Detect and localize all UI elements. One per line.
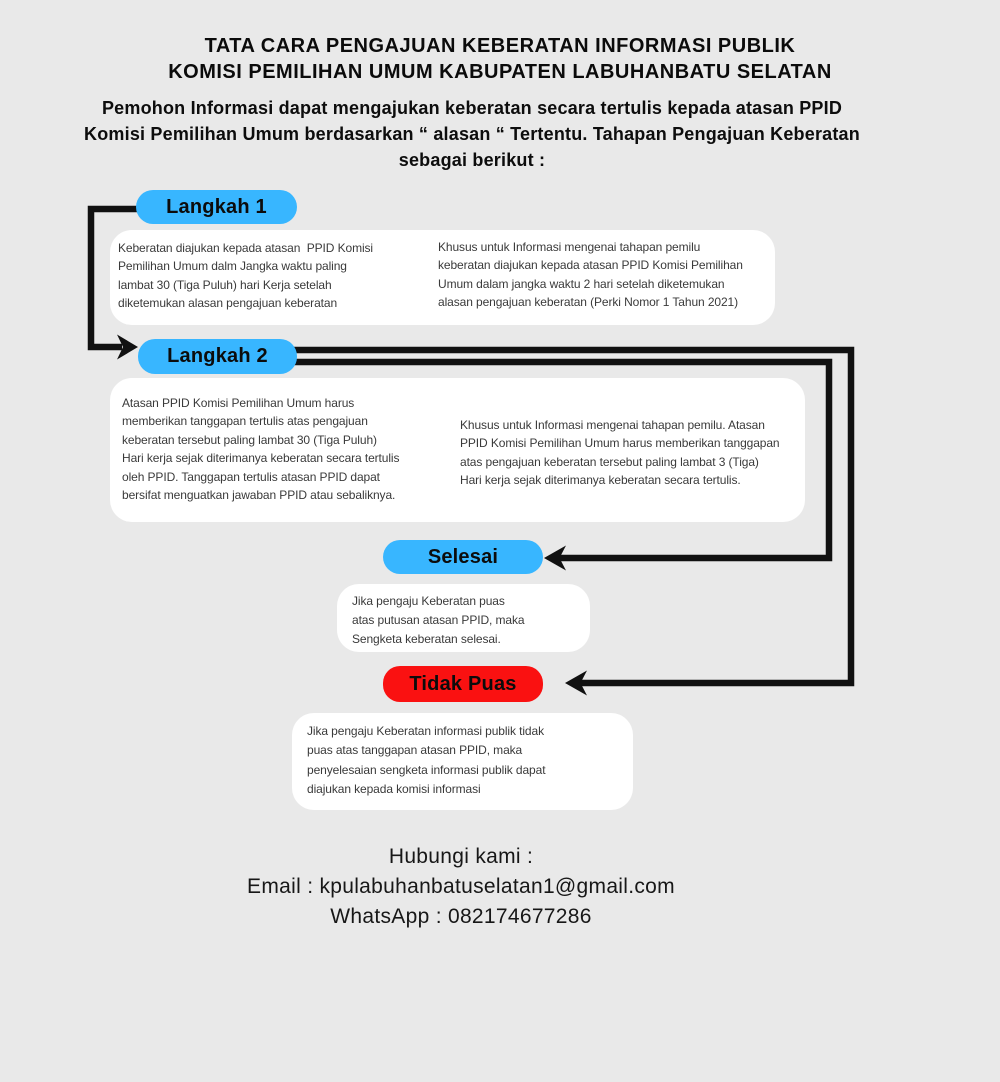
card-text-line: keberatan diajukan kepada atasan PPID Komisi Pemilihan: [438, 258, 743, 273]
card-text-line: atas pengajuan keberatan tersebut paling lambat 3 (Tiga): [460, 454, 759, 469]
card-text-line: Hari kerja sejak diterimanya keberatan secara tertulis.: [460, 473, 741, 488]
card-text-line: Atasan PPID Komisi Pemilihan Umum harus: [122, 396, 355, 410]
card-text-line: diketemukan alasan pengajuan keberatan: [118, 296, 338, 311]
card-text-line: puas atas tanggapan atasan PPID, maka: [307, 743, 523, 758]
card-text-line: Pemilihan Umum dalm Jangka waktu paling: [118, 259, 347, 274]
card-text-line: alasan pengajuan keberatan (Perki Nomor 1 Tahun 2021): [438, 295, 739, 310]
page-title-line-2: KOMISI PEMILIHAN UMUM KABUPATEN LABUHANBATU SELATAN: [168, 61, 832, 83]
step-badge-tidak-puas: Tidak Puas: [383, 666, 543, 702]
card-text-line: Umum dalam jangka waktu 2 hari setelah diketemukan: [438, 276, 725, 291]
contact-heading: Hubungi kami :: [388, 845, 534, 868]
card-text-line: atas putusan atasan PPID, maka: [352, 613, 525, 628]
page-title: [0, 33, 1000, 85]
intro-line-2: Komisi Pemilihan Umum berdasarkan “ alasan “ Tertentu. Tahapan Pengajuan Keberatan: [84, 124, 860, 144]
card-text-line: PPID Komisi Pemilihan Umum harus memberikan tanggapan: [460, 436, 780, 451]
card-langkah-1-right-column: [438, 238, 743, 312]
card-text-line: Khusus untuk Informasi mengenai tahapan pemilu: [438, 240, 701, 254]
intro-text: [0, 95, 944, 173]
card-langkah-2-left-column: [122, 394, 399, 504]
card-text-line: bersifat menguatkan jawaban PPID atau sebaliknya.: [122, 488, 396, 503]
card-text-line: diajukan kepada komisi informasi: [307, 782, 481, 797]
intro-line-3: sebagai berikut :: [398, 150, 546, 170]
card-tidak-puas-column: [307, 722, 545, 800]
card-langkah-2-right-column: [460, 416, 780, 490]
step-badge-langkah-2: Langkah 2: [138, 339, 297, 374]
card-text-line: Jika pengaju Keberatan puas: [352, 594, 505, 608]
card-langkah-2: [110, 378, 805, 522]
card-text-line: keberatan tersebut paling lambat 30 (Tiga Puluh): [122, 432, 377, 447]
card-langkah-1-left-column: [118, 239, 373, 313]
card-selesai-column: [352, 592, 524, 650]
intro-line-1: Pemohon Informasi dapat mengajukan keberatan secara tertulis kepada atasan PPID: [101, 98, 843, 118]
card-text-line: Jika pengaju Keberatan informasi publik tidak: [307, 724, 544, 738]
card-selesai: [337, 584, 590, 652]
card-tidak-puas: [292, 713, 633, 810]
contact-email: Email : kpulabuhanbatuselatan1@gmail.com: [247, 875, 675, 898]
contact-whatsapp: WhatsApp : 082174677286: [330, 905, 592, 928]
card-text-line: lambat 30 (Tiga Puluh) hari Kerja setelah: [118, 277, 332, 292]
card-text-line: memberikan tanggapan tertulis atas pengajuan: [122, 414, 368, 429]
card-text-line: Hari kerja sejak diterimanya keberatan secara tertulis: [122, 451, 400, 466]
page-title-line-1: TATA CARA PENGAJUAN KEBERATAN INFORMASI PUBLIK: [204, 35, 796, 57]
card-text-line: penyelesaian sengketa informasi publik dapat: [307, 762, 546, 777]
step-badge-selesai: Selesai: [383, 540, 543, 574]
card-text-line: Sengketa keberatan selesai.: [352, 632, 501, 647]
card-text-line: Keberatan diajukan kepada atasan PPID Komisi: [118, 241, 373, 255]
step-badge-langkah-1: Langkah 1: [136, 190, 297, 224]
card-text-line: Khusus untuk Informasi mengenai tahapan pemilu. Atasan: [460, 418, 765, 432]
card-text-line: oleh PPID. Tanggapan tertulis atasan PPID dapat: [122, 469, 380, 484]
card-langkah-1: [110, 230, 775, 325]
contact-block: [0, 842, 922, 932]
